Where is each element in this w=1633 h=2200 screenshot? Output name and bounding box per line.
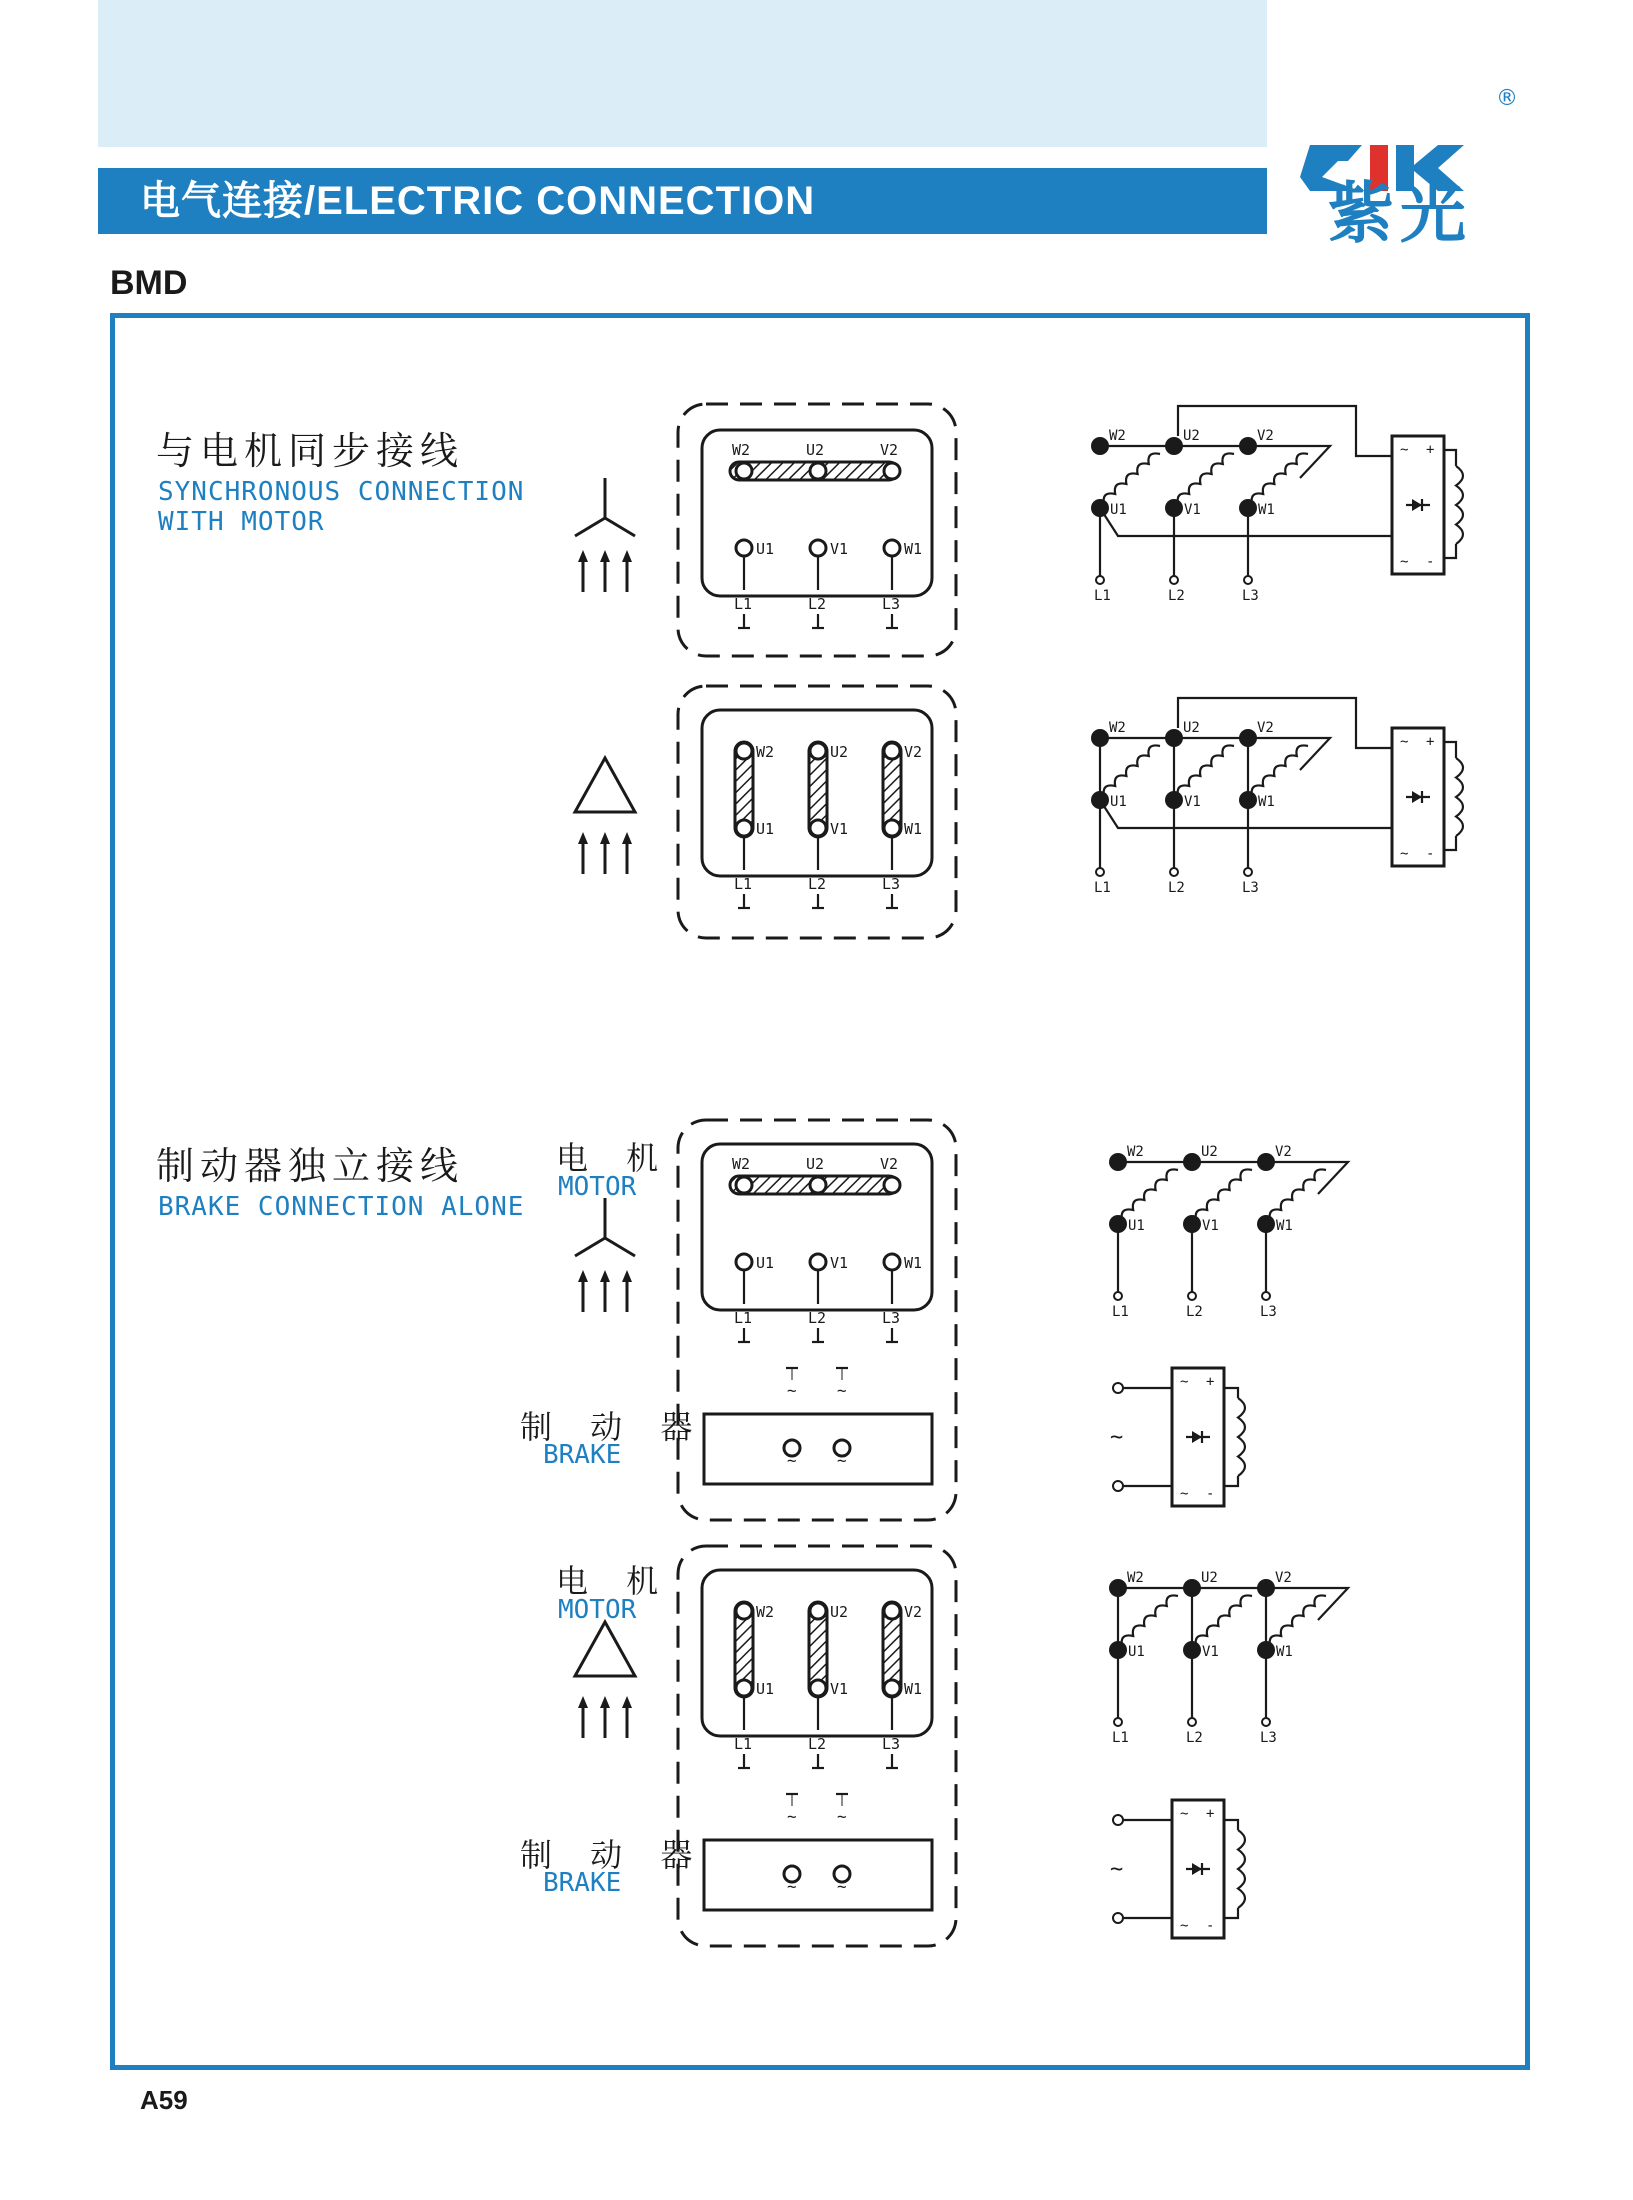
terminal [810, 743, 826, 759]
line-label: L3 [1242, 588, 1259, 604]
terminal [884, 540, 900, 556]
line-label: L1 [1094, 880, 1111, 896]
line-label: L3 [882, 1735, 901, 1753]
brake-label-cn-2: 制 动 器 [520, 1836, 707, 1874]
terminal-label: V1 [1202, 1218, 1219, 1234]
winding [1104, 453, 1160, 504]
line-label: L3 [882, 595, 901, 613]
arrow-head [578, 1270, 588, 1282]
terminal-label: W2 [732, 441, 751, 459]
terminal-label: W1 [1276, 1644, 1293, 1660]
line-label: L1 [734, 1309, 753, 1327]
terminal-label: U1 [756, 1254, 775, 1272]
terminal-label: W1 [1258, 794, 1275, 810]
lead-end [1244, 868, 1252, 876]
motor-label-en-2: MOTOR [558, 1595, 637, 1625]
terminal-label: W2 [732, 1155, 751, 1173]
terminal [884, 820, 900, 836]
lead-end [1262, 1292, 1270, 1300]
line-label: L1 [1112, 1730, 1129, 1746]
ac-label: ~ [837, 1877, 847, 1896]
winding [1178, 453, 1234, 504]
terminal-label: U1 [756, 820, 775, 838]
terminal [736, 1680, 752, 1696]
arrow-head [622, 1696, 632, 1708]
line-label: L3 [1260, 1730, 1277, 1746]
star-symbol [575, 1238, 605, 1256]
section-1-title-cn: 与电机同步接线 [156, 429, 465, 473]
rectifier-label: + [1206, 1374, 1215, 1390]
logo-text: 紫光 [1328, 175, 1472, 252]
terminal-label: W1 [1258, 502, 1275, 518]
lead-end [1114, 1718, 1122, 1726]
brake-terminal-box [704, 1414, 932, 1484]
terminal [810, 1603, 826, 1619]
terminal-label: W2 [1109, 720, 1126, 736]
line-label: L2 [1168, 588, 1185, 604]
ac-label: ~ [787, 1381, 797, 1400]
rectifier-label: + [1206, 1806, 1215, 1822]
star-symbol [575, 518, 605, 536]
lead-end [1113, 1913, 1123, 1923]
brake-terminal-box [704, 1840, 932, 1910]
terminal-label: V2 [1275, 1144, 1292, 1160]
rectifier-label: - [1426, 846, 1435, 862]
ac-label: ~ [1110, 1425, 1124, 1450]
ac-label: ~ [787, 1451, 797, 1470]
ac-label: ~ [787, 1877, 797, 1896]
line-label: L3 [882, 1309, 901, 1327]
ac-label: ~ [837, 1807, 847, 1826]
section-2-title-cn: 制动器独立接线 [156, 1144, 465, 1188]
line-label: L1 [1112, 1304, 1129, 1320]
rectifier-label: - [1206, 1918, 1215, 1934]
lead-end [1262, 1718, 1270, 1726]
coil-wire [1224, 1820, 1238, 1830]
arrow-head [622, 832, 632, 844]
section-2-title-en: BRAKE CONNECTION ALONE [158, 1192, 525, 1222]
rectifier-label: ~ [1180, 1806, 1189, 1822]
winding [1252, 453, 1308, 504]
line-label: L1 [734, 875, 753, 893]
line-label: L2 [1168, 880, 1185, 896]
line-label: L3 [882, 875, 901, 893]
terminal-label: W1 [904, 1254, 923, 1272]
node [1239, 437, 1257, 455]
lead-end [1096, 576, 1104, 584]
line-label: L2 [808, 595, 827, 613]
brake-wire [1178, 698, 1392, 748]
rectifier-label: ~ [1180, 1486, 1189, 1502]
page-title: 电气连接/ELECTRIC CONNECTION [98, 168, 1267, 234]
terminal-label: V1 [830, 1680, 849, 1698]
rectifier-label: ~ [1180, 1918, 1189, 1934]
terminal-label: U2 [830, 743, 849, 761]
terminal-label: U2 [1201, 1570, 1218, 1586]
winding [1252, 745, 1308, 796]
lead-end [1188, 1292, 1196, 1300]
terminal-label: V2 [880, 1155, 899, 1173]
ac-label: ~ [837, 1381, 847, 1400]
delta-symbol [575, 1622, 635, 1676]
coil-wire [1444, 836, 1456, 850]
line-label: L2 [808, 1309, 827, 1327]
arrow-head [600, 832, 610, 844]
terminal-label: U1 [756, 540, 775, 558]
lead-end [1096, 868, 1104, 876]
terminal [884, 1603, 900, 1619]
rectifier-label: - [1426, 554, 1435, 570]
winding [1122, 1595, 1178, 1646]
terminal-label: U2 [1183, 720, 1200, 736]
winding [1270, 1595, 1326, 1646]
terminal [810, 1680, 826, 1696]
rectifier-label: ~ [1400, 554, 1409, 570]
terminal [884, 743, 900, 759]
terminal [810, 1254, 826, 1270]
ac-label: ~ [837, 1451, 847, 1470]
terminal-label: U1 [1110, 794, 1127, 810]
terminal-label: U2 [1183, 428, 1200, 444]
registered-mark: ® [1496, 86, 1518, 111]
terminal-label: W1 [904, 1680, 923, 1698]
terminal-label: W1 [904, 820, 923, 838]
node [1165, 437, 1183, 455]
terminal [736, 540, 752, 556]
terminal [884, 463, 900, 479]
coil-wire [1224, 1388, 1238, 1398]
terminal [884, 1254, 900, 1270]
lead-end [1244, 576, 1252, 584]
arrow-head [578, 550, 588, 562]
delta-symbol [575, 758, 635, 812]
line-label: L2 [808, 875, 827, 893]
terminal-label: V2 [904, 1603, 923, 1621]
winding [1270, 1169, 1326, 1220]
terminal-label: W1 [904, 540, 923, 558]
terminal-label: U2 [806, 441, 825, 459]
line-label: L1 [734, 595, 753, 613]
terminal [810, 820, 826, 836]
terminal-label: W2 [756, 743, 775, 761]
lead-end [1113, 1383, 1123, 1393]
rectifier-label: ~ [1180, 1374, 1189, 1390]
node [1091, 437, 1109, 455]
terminal-label: W2 [1127, 1570, 1144, 1586]
ac-label: ~ [787, 1807, 797, 1826]
model-name: BMD [110, 264, 188, 302]
motor-label-cn-1: 电 机 [556, 1139, 673, 1177]
terminal [810, 540, 826, 556]
terminal-label: V1 [830, 1254, 849, 1272]
terminal [736, 1603, 752, 1619]
lead-end [1113, 1815, 1123, 1825]
terminal-label: V2 [880, 441, 899, 459]
motor-label-cn-2: 电 机 [556, 1562, 673, 1600]
ac-label: ~ [1110, 1857, 1124, 1882]
arrow-head [622, 1270, 632, 1282]
section-1-title-en-1: SYNCHRONOUS CONNECTION [158, 477, 525, 507]
terminal-label: V1 [830, 820, 849, 838]
winding [1178, 745, 1234, 796]
terminal-label: U1 [1128, 1644, 1145, 1660]
terminal-label: V1 [1184, 502, 1201, 518]
terminal [736, 820, 752, 836]
brake-coil [1238, 1398, 1245, 1476]
terminal-label: V1 [830, 540, 849, 558]
lead-end [1170, 868, 1178, 876]
lead-end [1170, 576, 1178, 584]
terminal-label: V1 [1184, 794, 1201, 810]
node [1257, 1153, 1275, 1171]
arrow-head [622, 550, 632, 562]
winding [1104, 745, 1160, 796]
coil-wire [1224, 1476, 1238, 1486]
terminal [736, 463, 752, 479]
terminal-label: W1 [1276, 1218, 1293, 1234]
lead-end [1114, 1292, 1122, 1300]
winding [1196, 1169, 1252, 1220]
line-label: L2 [1186, 1304, 1203, 1320]
rectifier-label: ~ [1400, 846, 1409, 862]
terminal [736, 1254, 752, 1270]
terminal-label: V2 [1275, 1570, 1292, 1586]
lead-end [1188, 1718, 1196, 1726]
line-label: L2 [1186, 1730, 1203, 1746]
rectifier-label: - [1206, 1486, 1215, 1502]
terminal-label: U1 [756, 1680, 775, 1698]
terminal-label: U2 [1201, 1144, 1218, 1160]
brake-label-en-2: BRAKE [543, 1868, 622, 1898]
page-number: A59 [140, 2085, 188, 2115]
arrow-head [600, 1696, 610, 1708]
arrow-head [600, 1270, 610, 1282]
coil-wire [1444, 742, 1456, 758]
terminal-label: V2 [1257, 720, 1274, 736]
terminal-label: V1 [1202, 1644, 1219, 1660]
line-label: L1 [1094, 588, 1111, 604]
arrow-head [578, 1696, 588, 1708]
terminal [884, 1680, 900, 1696]
arrow-head [578, 832, 588, 844]
star-symbol [605, 518, 635, 536]
terminal-label: V2 [904, 743, 923, 761]
rectifier-label: ~ [1400, 734, 1409, 750]
node [1109, 1153, 1127, 1171]
line-label: L3 [1242, 880, 1259, 896]
section-1-title-en-2: WITH MOTOR [158, 507, 325, 537]
line-label: L2 [808, 1735, 827, 1753]
terminal-label: V2 [1257, 428, 1274, 444]
rectifier-label: ~ [1400, 442, 1409, 458]
brake-label-cn-1: 制 动 器 [520, 1408, 707, 1446]
line-label: L3 [1260, 1304, 1277, 1320]
brake-label-en-1: BRAKE [543, 1440, 622, 1470]
line-label: L1 [734, 1735, 753, 1753]
brake-coil [1238, 1830, 1245, 1908]
coil-wire [1224, 1908, 1238, 1918]
coil-wire [1444, 544, 1456, 558]
coil-wire [1444, 450, 1456, 466]
star-symbol [605, 1238, 635, 1256]
node [1183, 1153, 1201, 1171]
terminal-label: U2 [806, 1155, 825, 1173]
terminal [810, 1177, 826, 1193]
terminal [736, 1177, 752, 1193]
terminal-label: U1 [1110, 502, 1127, 518]
terminal-label: W2 [1127, 1144, 1144, 1160]
terminal-label: W2 [756, 1603, 775, 1621]
motor-label-en-1: MOTOR [558, 1172, 637, 1202]
terminal [810, 463, 826, 479]
terminal-label: U2 [830, 1603, 849, 1621]
terminal-label: W2 [1109, 428, 1126, 444]
brake-coil [1456, 758, 1463, 836]
terminal [736, 743, 752, 759]
terminal [884, 1177, 900, 1193]
brake-wire [1178, 406, 1392, 456]
rectifier-label: + [1426, 442, 1435, 458]
lead-end [1113, 1481, 1123, 1491]
arrow-head [600, 550, 610, 562]
rectifier-label: + [1426, 734, 1435, 750]
terminal-label: U1 [1128, 1218, 1145, 1234]
winding [1196, 1595, 1252, 1646]
winding [1122, 1169, 1178, 1220]
brake-coil [1456, 466, 1463, 544]
